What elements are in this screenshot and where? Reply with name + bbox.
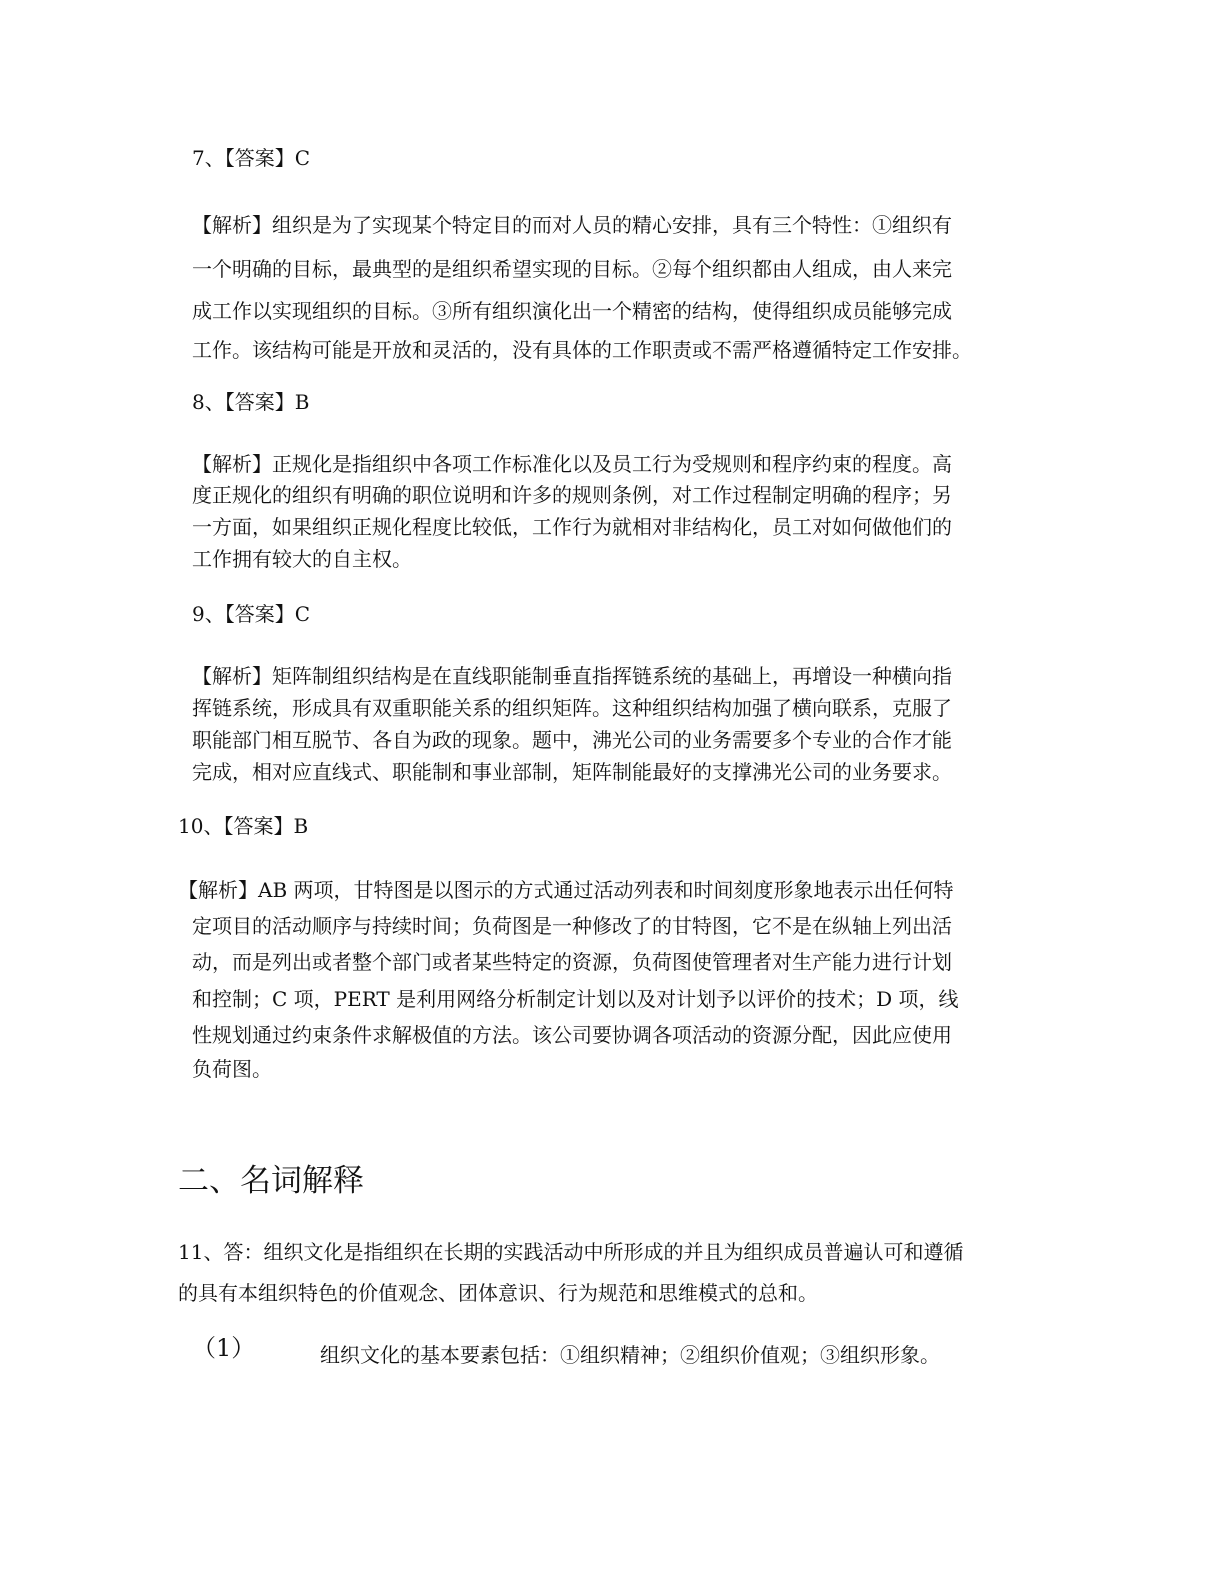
q10-explanation-line: 和控制；C 项，PERT 是利用网络分析制定计划以及对计划予以评价的技术；D 项，线: [192, 987, 959, 1011]
q11-answer-line: 11、答：组织文化是指组织在长期的实践活动中所形成的并且为组织成员普遍认可和遵循: [178, 1240, 964, 1264]
q10-explanation-line: 性规划通过约束条件求解极值的方法。该公司要协调各项活动的资源分配，因此应使用: [192, 1023, 952, 1047]
q7-answer: 7、【答案】C: [192, 146, 311, 170]
list-item-text: 组织文化的基本要素包括：①组织精神；②组织价值观；③组织形象。: [320, 1343, 940, 1367]
q8-answer: 8、【答案】B: [192, 390, 310, 414]
q9-answer: 9、【答案】C: [192, 602, 311, 626]
q9-explanation-line: 职能部门相互脱节、各自为政的现象。题中，沸光公司的业务需要多个专业的合作才能: [192, 728, 952, 752]
q10-explanation-line: 动，而是列出或者整个部门或者某些特定的资源，负荷图使管理者对生产能力进行计划: [192, 950, 952, 974]
section-heading: 二、名词解释: [178, 1163, 364, 1199]
q10-explanation-line: 【解析】AB 两项，甘特图是以图示的方式通过活动列表和时间刻度形象地表示出任何特: [178, 878, 954, 902]
q10-explanation-line: 定项目的活动顺序与持续时间；负荷图是一种修改了的甘特图，它不是在纵轴上列出活: [192, 914, 952, 938]
q10-explanation-line: 负荷图。: [192, 1057, 272, 1081]
q8-explanation-line: 【解析】正规化是指组织中各项工作标准化以及员工行为受规则和程序约束的程度。高: [192, 452, 952, 476]
q7-explanation-line: 成工作以实现组织的目标。③所有组织演化出一个精密的结构，使得组织成员能够完成: [192, 299, 952, 323]
q8-explanation-line: 度正规化的组织有明确的职位说明和许多的规则条例，对工作过程制定明确的程序；另: [192, 483, 952, 507]
q9-explanation-line: 【解析】矩阵制组织结构是在直线职能制垂直指挥链系统的基础上，再增设一种横向指: [192, 664, 952, 688]
q8-explanation-line: 工作拥有较大的自主权。: [192, 547, 412, 571]
q7-explanation-line: 【解析】组织是为了实现某个特定目的而对人员的精心安排，具有三个特性：①组织有: [192, 213, 952, 237]
q8-explanation-line: 一方面，如果组织正规化程度比较低，工作行为就相对非结构化，员工对如何做他们的: [192, 515, 952, 539]
q7-explanation-line: 一个明确的目标，最典型的是组织希望实现的目标。②每个组织都由人组成，由人来完: [192, 257, 952, 281]
q7-explanation-line: 工作。该结构可能是开放和灵活的，没有具体的工作职责或不需严格遵循特定工作安排。: [192, 338, 972, 362]
q10-answer: 10、【答案】B: [178, 814, 309, 838]
q11-answer-line: 的具有本组织特色的价值观念、团体意识、行为规范和思维模式的总和。: [178, 1281, 818, 1305]
q9-explanation-line: 完成，相对应直线式、职能制和事业部制，矩阵制能最好的支撑沸光公司的业务要求。: [192, 760, 952, 784]
list-item-number: （1）: [192, 1334, 256, 1362]
q9-explanation-line: 挥链系统，形成具有双重职能关系的组织矩阵。这种组织结构加强了横向联系，克服了: [192, 696, 952, 720]
